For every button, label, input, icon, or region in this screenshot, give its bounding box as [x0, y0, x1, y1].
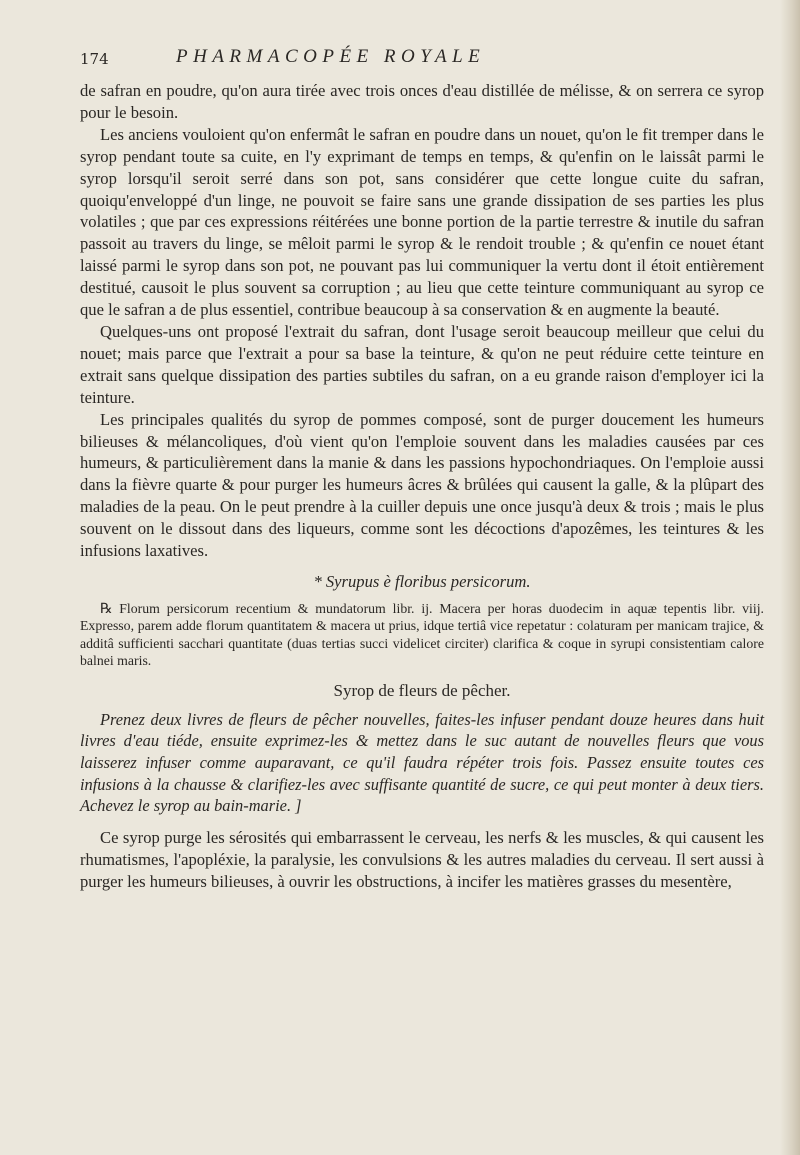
- paragraph-1: de safran en poudre, qu'on aura tirée avec trois onces d'eau distillée de mélisse, & on serrera ce syrop pour le besoin.: [80, 81, 764, 122]
- page-header: [80, 46, 764, 80]
- french-recipe-title: Syrop de fleurs de pêcher.: [333, 680, 511, 700]
- french-recipe-text: Prenez deux livres de fleurs de pêcher nouvelles, faites-les infuser pendant douze heures dans huit livres d'eau tiéde, ensuite exprimez-les & mettez dans le suc autant de nouvelles fleurs que vous laisserez infuser comme auparavant, ce qu'il faudra répéter trois fois. Passez ensuite toutes ces infusions à la chausse & clarifiez-les avec suffisante quantité de sucre, ce qui peut monter à deux tiers. Achevez le syrop au bain-marie. ]: [80, 709, 764, 816]
- paragraph-3: Quelques-uns ont proposé l'extrait du safran, dont l'usage seroit beaucoup meilleur que celui du nouet; mais parce que l'extrait a pour sa base la teinture, & qu'on ne peut réduire cette teinture en extrait sans quelque dissipation des parties subtiles du safran, on a eu grande raison d'employer ici la teinture.: [80, 321, 764, 407]
- paragraph-2: Les anciens vouloient qu'on enfermât le safran en poudre dans un nouet, qu'on le fit tremper dans le syrop pendant toute sa cuite, en l'y exprimant de temps en temps, & qu'enfin on le laissât parmi le syrop lorsqu'il seroit serré dans son pot, sans considérer que cette longue cuite du safran, quoiqu'enveloppé d'un linge, ne pouvoit se faire sans une grande dissipation de ses parties les plus volatiles ; que par ces expressions réitérées une bonne portion de la partie terrestre & inutile du safran passoit au travers du linge, se mêloit parmi le syrop & le rendoit trouble ; & qu'enfin ce nouet étant laissé parmi le syrop dans son pot, ne pouvant pas lui communiquer la vertu dont il étoit entièrement destitué, causoit le plus souvent sa corruption ; au lieu que cette teinture communiquant au syrop ce que le safran a de plus essentiel, contribue beaucoup à sa conservation & en augmente la beauté.: [80, 124, 764, 320]
- latin-recipe-title: * Syrupus è floribus persicorum.: [313, 571, 531, 591]
- page-number: 174: [80, 50, 109, 68]
- latin-recipe-text: ℞ Florum persicorum recentium & mundatorum libr. ij. Macera per horas duodecim in aquæ tepentis libr. viij. Expresso, parem adde florum quantitatem & macera ut prius, idque tertiâ vice repetatur : colaturam per manicam trajice, & additâ sufficienti sacchari quantitate (duas tertias succi videlicet circiter) clarifica & coque in syrupi consistentiam calore balnei maris.: [80, 600, 764, 669]
- paragraph-properties: Ce syrop purge les sérosités qui embarrassent le cerveau, les nerfs & les muscles, & qui causent les rhumatismes, l'apopléxie, la paralysie, les convulsions & les autres maladies du cerveau. Il sert aussi à purger les humeurs bilieuses, à ouvrir les obstructions, à incifer les matières grasses du mesentère,: [80, 828, 764, 891]
- running-title: PHARMACOPÉE ROYALE: [176, 46, 486, 67]
- page-spine-shadow: [780, 0, 800, 1155]
- paragraph-4: Les principales qualités du syrop de pommes composé, sont de purger doucement les humeurs bilieuses & mélancoliques, d'où vient qu'on l'emploie souvent dans les maladies causées par ces humeurs, & particulièrement dans la manie & dans les passions hypochondriaques. On l'emploie aussi dans la fièvre quarte & pour purger les humeurs âcres & brûlées qui causent la galle, & la plûpart des maladies de la peau. On le peut prendre à la cuiller depuis une once jusqu'à deux & trois ; mais le plus souvent on le dissout dans des liqueurs, comme sont les décoctions d'apozêmes, les teintures & les infusions laxatives.: [80, 409, 764, 561]
